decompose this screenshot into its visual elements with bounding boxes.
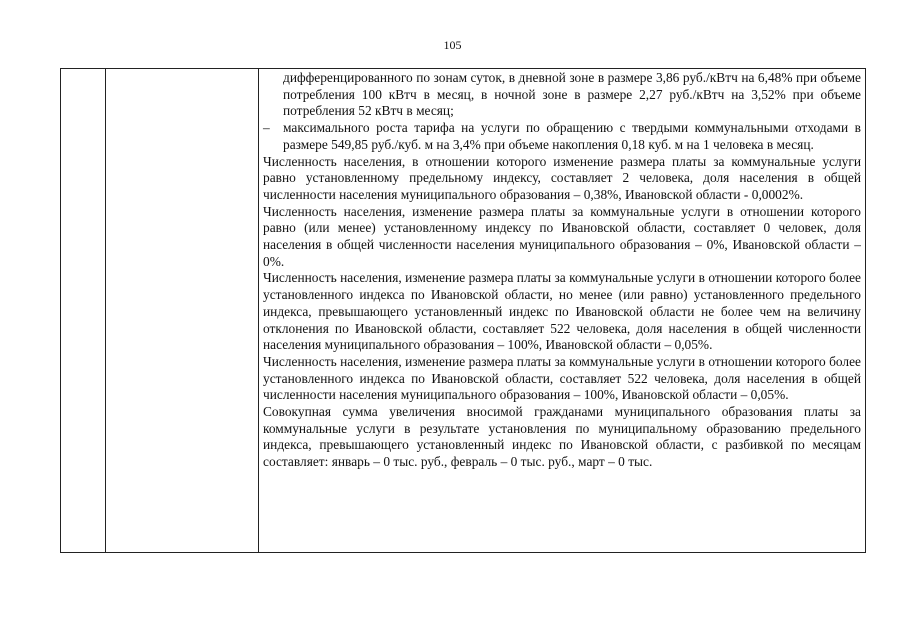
paragraph: Численность населения, изменение размера платы за коммунальные услуги в отношении которого равно (или менее) установленному индексу по Ивановской области, составляет 0 человек, доля населения в общей численности населения муниципального образования – 0%, Ивановской области – 0%.: [263, 203, 861, 269]
document-table: [60, 68, 866, 553]
table-cell-name: [106, 69, 259, 553]
table-cell-content: [259, 69, 866, 553]
paragraph: Численность населения, изменение размера платы за коммунальные услуги в отношении которого более установленного индекса по Ивановской области, но менее (или равно) установленного предельного индекса, превышающего установленный индекс по Ивановской области не более чем на величину отклонения по Ивановской области, составляет 522 человека, доля населения в общей численности населения муниципального образования – 100%, Ивановской области – 0,05%.: [263, 270, 861, 353]
bullet-marker: –: [263, 120, 270, 136]
cell-text-block: [259, 69, 865, 552]
table-cell-number: [61, 69, 106, 553]
paragraph: Численность населения, изменение размера платы за коммунальные услуги в отношении которого более установленного индекса по Ивановской области, составляет 522 человека, доля населения в общей численности населения муниципального образования – 100%, Ивановской области – 0,05%.: [263, 353, 861, 403]
page-number: 105: [443, 38, 462, 52]
table-row: [61, 69, 866, 553]
paragraph: Численность населения, в отношении которого изменение размера платы за коммунальные услуги равно установленному предельному индексу, составляет 2 человека, доля населения в общей численности населения муниципального образования – 0,38%, Ивановской области - 0,0002%.: [263, 153, 861, 202]
paragraph: Совокупная сумма увеличения вносимой гражданами муниципального образования платы за коммунальные услуги в результате установления по муниципальному образованию предельного индекса, превышающего установленный индекс по Ивановской области, с разбивкой по месяцам составляет: январь – 0 тыс. руб., февраль – 0 тыс. руб., март – 0 тыс.: [263, 404, 861, 470]
list-item: [263, 120, 861, 153]
continuation-text: дифференцированного по зонам суток, в дневной зоне в размере 3,86 руб./кВтч на 6,48% при объеме потребления 100 кВтч в месяц, в ночной зоне в размере 2,27 руб./кВтч на 3,52% при объеме потребления 52 кВтч в месяц;: [283, 70, 861, 119]
list-item-text: максимального роста тарифа на услуги по обращению с твердыми коммунальными отходами в размере 549,85 руб./куб. м на 3,4% при объеме накопления 0,18 куб. м на 1 человека в месяц.: [283, 120, 861, 152]
